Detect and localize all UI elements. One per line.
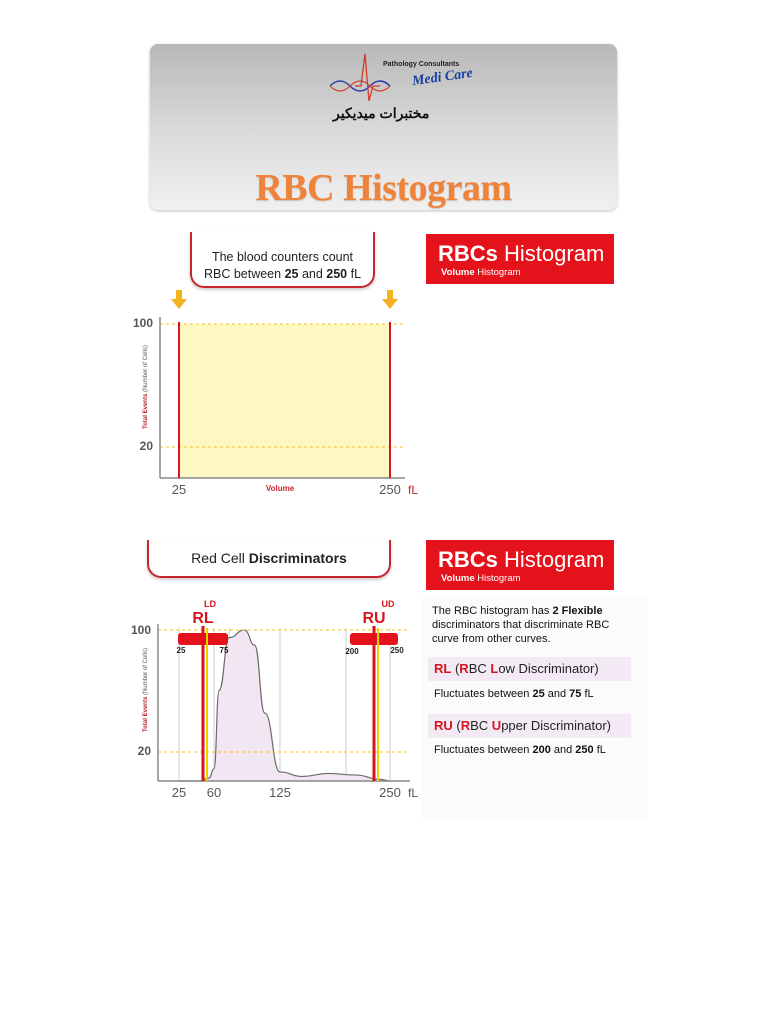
- rl-definition: [428, 657, 631, 681]
- x2-unit: fL: [407, 786, 419, 800]
- rbcs-histogram-header: [426, 234, 614, 284]
- ru-bar-200: 200: [345, 647, 359, 656]
- callout-line2-250: 250: [326, 267, 348, 281]
- callout2-plain: Red Cell: [191, 550, 249, 566]
- callout-line2-fl: fL: [347, 267, 362, 281]
- y-axis-label-rest: (Number of Cells): [143, 345, 149, 394]
- ru-definition: [428, 714, 631, 738]
- rl-l: L: [490, 661, 499, 676]
- logo-brand-text: Medi Care: [411, 65, 474, 90]
- ru-r: R: [460, 718, 471, 733]
- x-unit: fL: [407, 483, 419, 497]
- desc-c: discriminators that discriminate RBC curve from other curves.: [432, 619, 610, 645]
- rl-range-e: fL: [581, 688, 594, 700]
- x2-tick-250: 250: [379, 785, 401, 800]
- callout2-bold: Discriminators: [248, 550, 347, 566]
- callout-discriminators: [147, 540, 391, 578]
- rl-range-b: 25: [532, 688, 545, 700]
- ru-rest: pper Discriminator): [501, 718, 611, 733]
- desc-a: The RBC histogram has: [432, 605, 553, 617]
- rl-range-d: 75: [569, 688, 582, 700]
- header-bold: RBCs: [438, 241, 498, 266]
- x2-tick-25: 25: [171, 785, 187, 800]
- ld-label: LD: [204, 599, 216, 609]
- y2-axis-label-rest: (Number of Cells): [143, 648, 149, 697]
- logo-arabic-text: مختبرات ميديكير: [333, 105, 430, 121]
- x2-tick-60: 60: [206, 785, 222, 800]
- logo-consultants-text: Pathology Consultants: [383, 61, 460, 68]
- x2-tick-125: 125: [269, 785, 291, 800]
- rl-rest: ow Discriminator): [498, 661, 599, 676]
- callout-line2-and: and: [298, 267, 327, 281]
- ru-range-e: fL: [593, 744, 606, 756]
- rl-range-text: [434, 687, 594, 701]
- rbcs-histogram-header-2: [426, 540, 614, 590]
- y2-axis-label-bold: Total Events: [143, 696, 149, 732]
- ru-u: U: [491, 718, 502, 733]
- y-axis-label: [143, 345, 149, 429]
- y2-tick-100: 100: [130, 623, 151, 637]
- rl-r: R: [459, 661, 469, 676]
- y2-tick-20: 20: [137, 744, 151, 758]
- sub2-bold: Volume: [441, 573, 475, 584]
- callout-line2-25: 25: [284, 267, 299, 281]
- counted-region: [179, 324, 390, 478]
- header2-bold: RBCs: [438, 547, 498, 572]
- ru-label: RU: [362, 610, 386, 627]
- rl-bar-75: 75: [219, 646, 229, 655]
- volume-range-chart: [120, 285, 430, 500]
- header-banner: [150, 44, 617, 210]
- x-axis-label: Volume: [265, 484, 295, 493]
- sub2-rest: Histogram: [474, 573, 521, 584]
- discriminator-description: [432, 604, 622, 646]
- ru-range-a: Fluctuates between: [434, 744, 533, 756]
- ud-label: UD: [381, 599, 395, 609]
- ru-open: (: [452, 718, 461, 733]
- callout-line2-a: RBC between: [203, 267, 285, 281]
- ru-range-c: and: [550, 744, 576, 756]
- callout-counting-range: [190, 232, 375, 288]
- rl-code: RL: [434, 661, 452, 676]
- rl-range-c: and: [544, 688, 570, 700]
- header2-rest: Histogram: [497, 547, 605, 572]
- rl-bc: BC: [468, 661, 491, 676]
- desc-b: 2 Flexible: [552, 605, 603, 617]
- ru-range-text: [434, 743, 606, 757]
- down-arrow-icon: [382, 290, 398, 309]
- header-rest: Histogram: [497, 241, 605, 266]
- down-arrow-icon: [171, 290, 187, 309]
- ru-range-b: 200: [532, 744, 551, 756]
- ru-code: RU: [434, 718, 453, 733]
- rl-range-a: Fluctuates between: [434, 688, 533, 700]
- ru-bar-250: 250: [390, 646, 404, 655]
- x-tick-25: 25: [171, 482, 187, 497]
- ru-range-d: 250: [575, 744, 594, 756]
- callout-line1: The blood counters count: [211, 250, 354, 264]
- y-tick-100: 100: [132, 316, 153, 330]
- y2-axis-label: [143, 648, 149, 732]
- rl-bar-25: 25: [176, 646, 186, 655]
- rl-open: (: [451, 661, 460, 676]
- ru-bc: BC: [470, 718, 492, 733]
- page-title: RBC Histogram: [255, 167, 512, 209]
- y-axis-label-bold: Total Events: [143, 393, 149, 429]
- sub-rest: Histogram: [474, 267, 521, 278]
- sub-bold: Volume: [441, 267, 475, 278]
- rbc-discriminator-chart: [120, 590, 430, 810]
- x-tick-250: 250: [379, 482, 401, 497]
- rl-label: RL: [192, 610, 214, 627]
- y-tick-20: 20: [139, 439, 153, 453]
